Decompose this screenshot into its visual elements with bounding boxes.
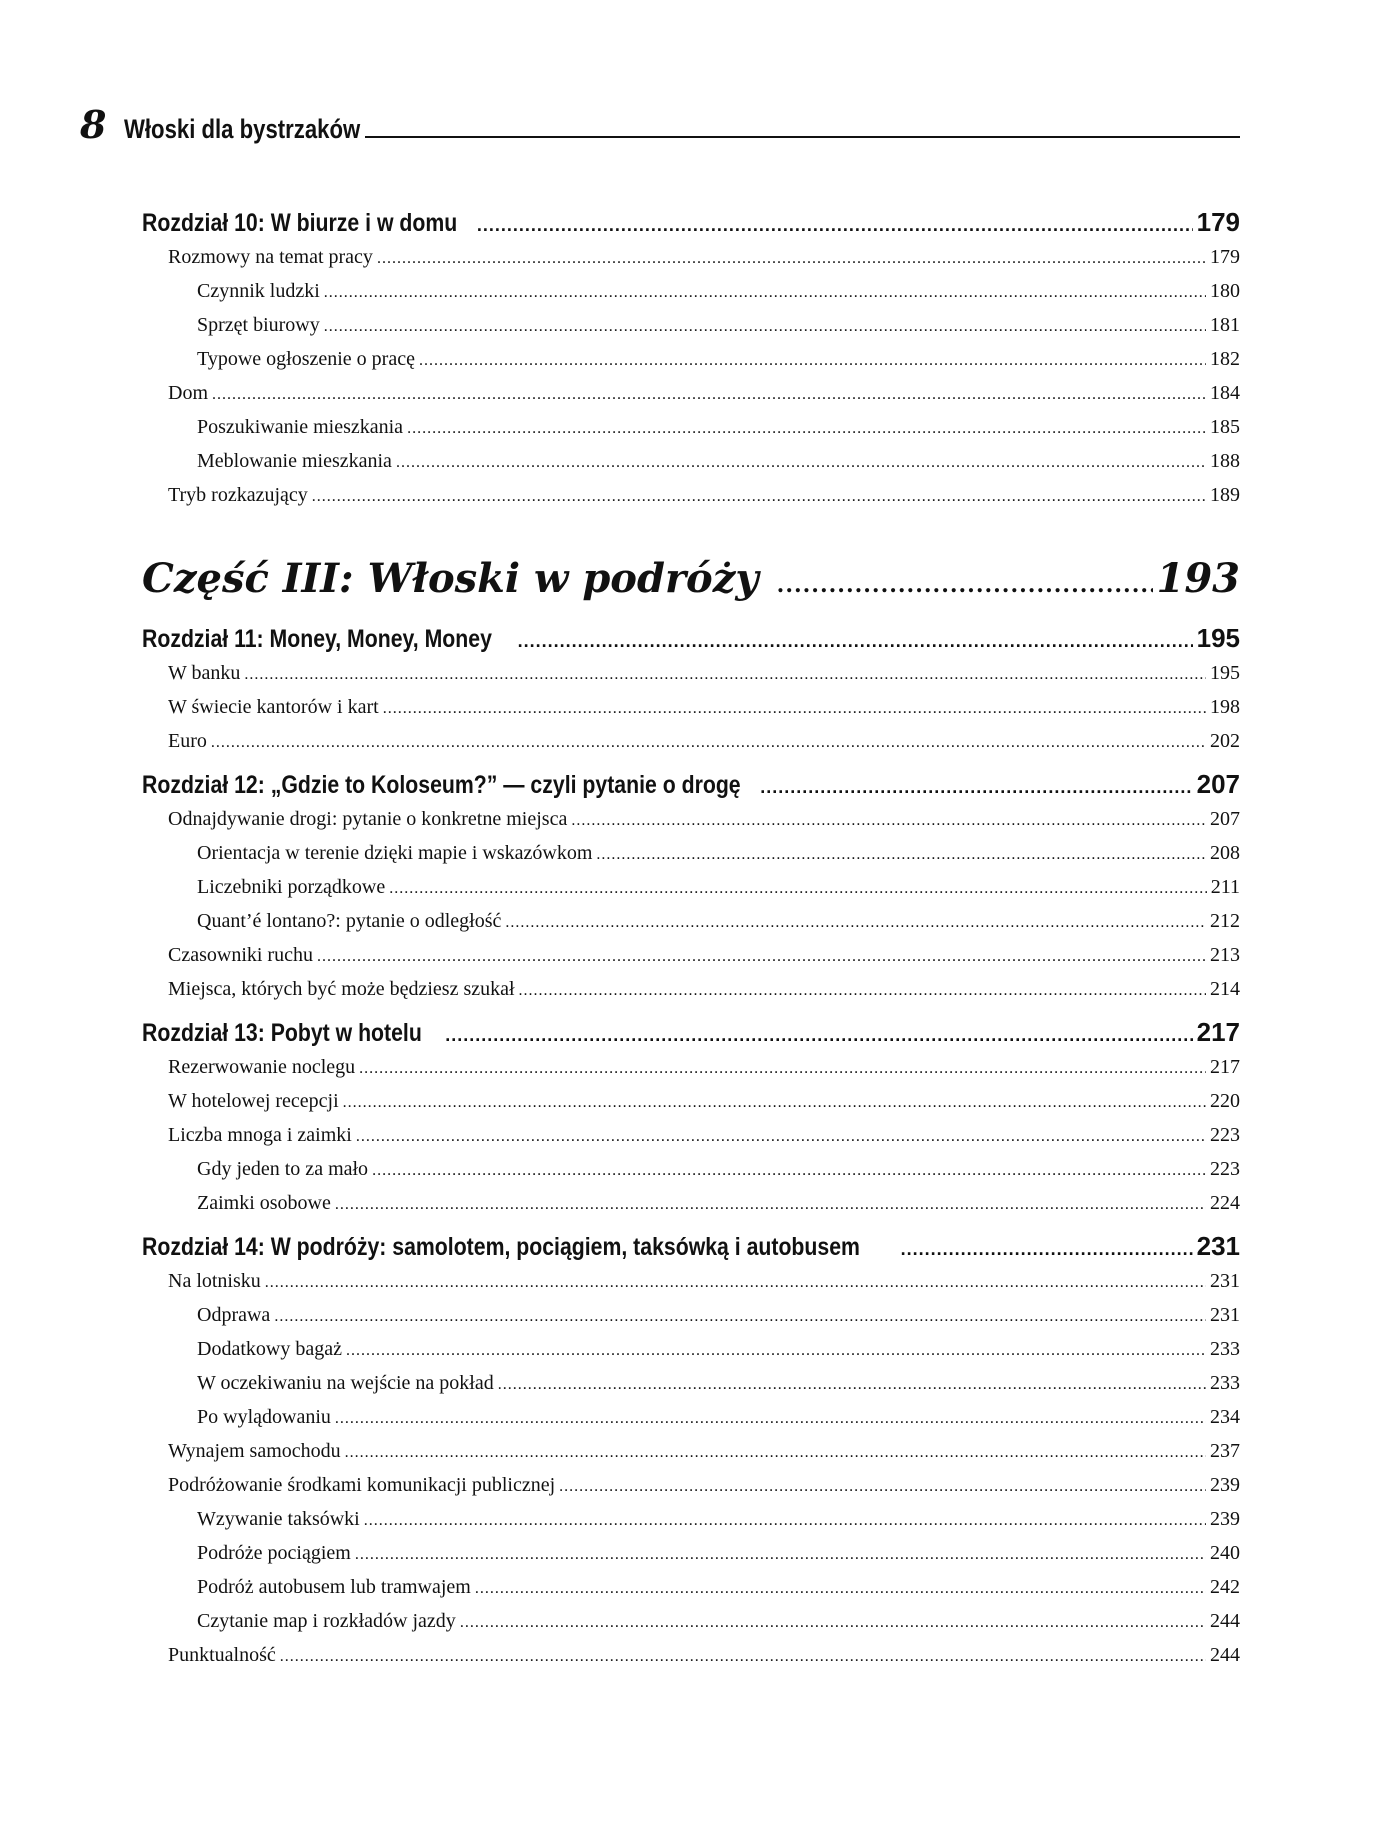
toc-entry-page: 195 xyxy=(1210,662,1240,684)
toc-entry-title: W banku xyxy=(168,662,241,684)
dot-leader xyxy=(559,1470,1206,1504)
dot-leader xyxy=(364,1504,1206,1538)
toc-l1-entry xyxy=(142,1084,1240,1118)
toc-entry-title: Typowe ogłoszenie o pracę xyxy=(197,348,415,370)
toc-entry-title: Na lotnisku xyxy=(168,1270,261,1292)
dot-leader xyxy=(335,1188,1206,1222)
toc-entry-title: Zaimki osobowe xyxy=(197,1192,331,1214)
toc-entry-title: Rozmowy na temat pracy xyxy=(168,246,373,268)
dot-leader xyxy=(475,1572,1206,1606)
toc-l1-entry xyxy=(142,656,1240,690)
toc-l2-entry xyxy=(142,342,1240,376)
toc-l1-entry xyxy=(142,1050,1240,1084)
page-number: 8 xyxy=(80,102,107,147)
toc-l2-entry xyxy=(142,274,1240,308)
toc-entry-title: Czynnik ludzki xyxy=(197,280,320,302)
toc-entry-page: 223 xyxy=(1210,1124,1240,1146)
toc-l2-entry xyxy=(142,1332,1240,1366)
dot-leader xyxy=(335,1402,1206,1436)
dot-leader xyxy=(445,1017,1192,1053)
toc-entry-title: Tryb rozkazujący xyxy=(168,484,308,506)
toc-entry-page: 242 xyxy=(1210,1576,1240,1598)
dot-leader xyxy=(280,1640,1206,1674)
toc-entry-title: Sprzęt biurowy xyxy=(197,314,320,336)
toc-l2-entry xyxy=(142,904,1240,938)
dot-leader xyxy=(265,1266,1206,1300)
toc-entry-page: 188 xyxy=(1210,450,1240,472)
toc-part-entry xyxy=(142,546,1240,612)
toc-entry-title: Wynajem samochodu xyxy=(168,1440,341,1462)
toc-l2-entry xyxy=(142,870,1240,904)
toc-entry-page: 189 xyxy=(1210,484,1240,506)
toc-l2-entry xyxy=(142,836,1240,870)
toc-entry-title: Część III: Włoski w podróży xyxy=(142,555,759,602)
toc-entry-title: Liczba mnoga i zaimki xyxy=(168,1124,352,1146)
toc-l1-entry xyxy=(142,1264,1240,1298)
toc-l1-entry xyxy=(142,690,1240,724)
dot-leader xyxy=(571,804,1206,838)
toc-entry-page: 233 xyxy=(1210,1338,1240,1360)
toc-entry-page: 231 xyxy=(1210,1270,1240,1292)
toc-entry-title: Odprawa xyxy=(197,1304,271,1326)
dot-leader xyxy=(356,1120,1206,1154)
toc-entry-page: 224 xyxy=(1210,1192,1240,1214)
toc-l1-entry xyxy=(142,802,1240,836)
toc-entry-page: 211 xyxy=(1210,876,1240,898)
toc-l2-entry xyxy=(142,1298,1240,1332)
toc-entry-title: Quant’é lontano?: pytanie o odległość xyxy=(197,910,502,932)
toc-entry-page: 234 xyxy=(1210,1406,1240,1428)
toc-entry-title: Poszukiwanie mieszkania xyxy=(197,416,404,438)
toc-entry-page: 231 xyxy=(1210,1304,1240,1326)
toc-l2-entry xyxy=(142,1536,1240,1570)
toc-entry-title: Podróże pociągiem xyxy=(197,1542,351,1564)
toc-entry-title: Rozdział 11: Money, Money, Money xyxy=(142,625,492,653)
dot-leader xyxy=(505,906,1206,940)
toc-entry-page: 181 xyxy=(1210,314,1240,336)
toc-l1-entry xyxy=(142,240,1240,274)
toc-entry-page: 208 xyxy=(1210,842,1240,864)
toc-entry-title: Rezerwowanie noclegu xyxy=(168,1056,356,1078)
toc-l2-entry xyxy=(142,1502,1240,1536)
toc-entry-page: 231 xyxy=(1196,1231,1240,1261)
dot-leader xyxy=(460,1606,1206,1640)
book-title: Włoski dla bystrzaków xyxy=(124,114,361,144)
toc-entry-page: 195 xyxy=(1196,623,1240,653)
dot-leader xyxy=(324,276,1206,310)
toc-entry-page: 207 xyxy=(1210,808,1240,830)
dot-leader xyxy=(346,1334,1206,1368)
toc-entry-page: 239 xyxy=(1210,1508,1240,1530)
toc-entry-title: Punktualność xyxy=(168,1644,276,1666)
dot-leader xyxy=(518,623,1193,659)
toc-l1-entry xyxy=(142,938,1240,972)
toc-entry-page: 212 xyxy=(1210,910,1240,932)
toc-entry-page: 207 xyxy=(1196,769,1240,799)
toc-entry-page: 223 xyxy=(1210,1158,1240,1180)
toc-chapter-entry xyxy=(142,204,1240,240)
toc-entry-title: Miejsca, których być może będziesz szukał xyxy=(168,978,515,1000)
dot-leader xyxy=(355,1538,1206,1572)
toc-entry-page: 244 xyxy=(1210,1644,1240,1666)
toc-entry-title: Po wylądowaniu xyxy=(197,1406,331,1428)
toc-entry-title: Gdy jeden to za mało xyxy=(197,1158,369,1180)
toc-l2-entry xyxy=(142,444,1240,478)
toc-l1-entry xyxy=(142,724,1240,758)
dot-leader xyxy=(274,1300,1206,1334)
toc-l1-entry xyxy=(142,1638,1240,1672)
toc-entry-page: 193 xyxy=(1156,555,1240,602)
toc-entry-page: 182 xyxy=(1210,348,1240,370)
toc-l1-entry xyxy=(142,478,1240,512)
toc-entry-page: 237 xyxy=(1210,1440,1240,1462)
dot-leader xyxy=(389,872,1206,906)
toc-l2-entry xyxy=(142,1152,1240,1186)
toc-entry-title: Rozdział 12: „Gdzie to Koloseum?” — czyli pytanie o drogę xyxy=(142,771,741,799)
header-rule xyxy=(365,136,1240,138)
running-head xyxy=(80,100,1240,147)
toc-entry-page: 217 xyxy=(1196,1017,1240,1047)
toc-entry-page: 240 xyxy=(1210,1542,1240,1564)
toc-l2-entry xyxy=(142,410,1240,444)
toc-chapter-entry xyxy=(142,766,1240,802)
table-of-contents xyxy=(142,196,1240,1672)
dot-leader xyxy=(760,769,1192,805)
toc-entry-title: Podróżowanie środkami komunikacji publicznej xyxy=(168,1474,556,1496)
dot-leader xyxy=(212,378,1206,412)
toc-entry-page: 179 xyxy=(1210,246,1240,268)
toc-entry-title: W hotelowej recepcji xyxy=(168,1090,339,1112)
toc-entry-page: 185 xyxy=(1210,416,1240,438)
toc-entry-title: Rozdział 10: W biurze i w domu xyxy=(142,209,458,237)
toc-entry-page: 239 xyxy=(1210,1474,1240,1496)
toc-chapter-entry xyxy=(142,1228,1240,1264)
toc-entry-page: 244 xyxy=(1210,1610,1240,1632)
toc-l2-entry xyxy=(142,1186,1240,1220)
toc-l1-entry xyxy=(142,972,1240,1006)
toc-entry-title: Wzywanie taksówki xyxy=(197,1508,360,1530)
dot-leader xyxy=(519,974,1206,1008)
dot-leader xyxy=(407,412,1206,446)
toc-entry-title: Rozdział 14: W podróży: samolotem, pociągiem, taksówką i autobusem xyxy=(142,1233,860,1261)
dot-leader xyxy=(396,446,1206,480)
toc-l1-entry xyxy=(142,1468,1240,1502)
dot-leader xyxy=(312,480,1206,514)
dot-leader xyxy=(777,552,1153,618)
toc-l2-entry xyxy=(142,1604,1240,1638)
toc-l1-entry xyxy=(142,1118,1240,1152)
toc-l2-entry xyxy=(142,1400,1240,1434)
toc-l1-entry xyxy=(142,376,1240,410)
toc-entry-page: 220 xyxy=(1210,1090,1240,1112)
toc-entry-page: 214 xyxy=(1210,978,1240,1000)
toc-l2-entry xyxy=(142,1570,1240,1604)
toc-entry-page: 198 xyxy=(1210,696,1240,718)
toc-entry-page: 202 xyxy=(1210,730,1240,752)
dot-leader xyxy=(419,344,1206,378)
dot-leader xyxy=(324,310,1206,344)
toc-entry-page: 184 xyxy=(1210,382,1240,404)
toc-entry-title: Orientacja w terenie dzięki mapie i wskazówkom xyxy=(197,842,593,864)
toc-entry-title: Rozdział 13: Pobyt w hotelu xyxy=(142,1019,422,1047)
toc-entry-page: 233 xyxy=(1210,1372,1240,1394)
toc-chapter-entry xyxy=(142,1014,1240,1050)
toc-entry-title: Odnajdywanie drogi: pytanie o konkretne miejsca xyxy=(168,808,568,830)
toc-entry-title: W oczekiwaniu na wejście na pokład xyxy=(197,1372,494,1394)
toc-entry-page: 217 xyxy=(1210,1056,1240,1078)
toc-entry-title: Podróż autobusem lub tramwajem xyxy=(197,1576,471,1598)
dot-leader xyxy=(345,1436,1206,1470)
dot-leader xyxy=(359,1052,1206,1086)
toc-entry-page: 180 xyxy=(1210,280,1240,302)
dot-leader xyxy=(383,692,1206,726)
dot-leader xyxy=(343,1086,1206,1120)
toc-entry-title: Euro xyxy=(168,730,207,752)
toc-entry-title: Czasowniki ruchu xyxy=(168,944,313,966)
dot-leader xyxy=(596,838,1206,872)
toc-entry-title: Meblowanie mieszkania xyxy=(197,450,392,472)
toc-entry-title: Dodatkowy bagaż xyxy=(197,1338,342,1360)
toc-entry-title: Liczebniki porządkowe xyxy=(197,876,386,898)
dot-leader xyxy=(372,1154,1206,1188)
toc-entry-title: W świecie kantorów i kart xyxy=(168,696,379,718)
toc-chapter-entry xyxy=(142,620,1240,656)
toc-l2-entry xyxy=(142,1366,1240,1400)
dot-leader xyxy=(901,1231,1193,1267)
toc-entry-page: 213 xyxy=(1210,944,1240,966)
dot-leader xyxy=(244,658,1206,692)
dot-leader xyxy=(477,207,1193,243)
toc-l1-entry xyxy=(142,1434,1240,1468)
dot-leader xyxy=(377,242,1206,276)
toc-l2-entry xyxy=(142,308,1240,342)
toc-entry-page: 179 xyxy=(1196,207,1240,237)
toc-entry-title: Dom xyxy=(168,382,208,404)
dot-leader xyxy=(317,940,1206,974)
dot-leader xyxy=(211,726,1206,760)
dot-leader xyxy=(498,1368,1206,1402)
toc-entry-title: Czytanie map i rozkładów jazdy xyxy=(197,1610,456,1632)
